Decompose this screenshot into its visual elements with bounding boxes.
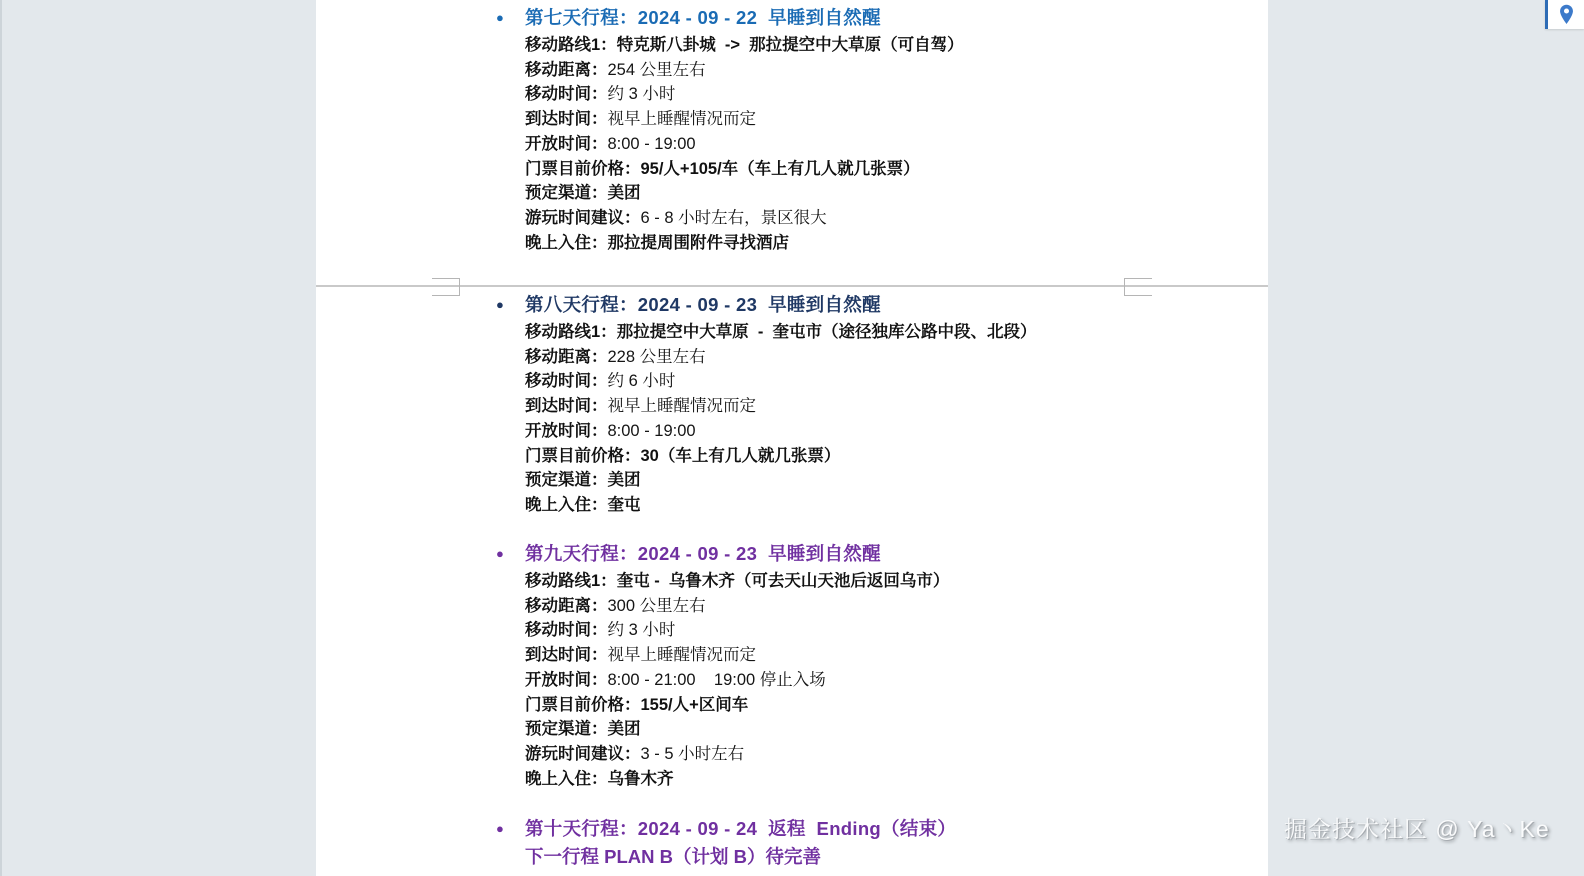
line-value: 视早上睡醒情况而定 bbox=[607, 110, 756, 129]
line-value: 那拉提周围附件寻找酒店 bbox=[607, 233, 789, 252]
itinerary-line bbox=[525, 693, 1268, 718]
day-subtitle: 下一行程 PLAN B（计划 B）待完善 bbox=[525, 846, 822, 867]
itinerary-line bbox=[525, 33, 1268, 58]
day-heading bbox=[316, 816, 1268, 844]
day-section-day10 bbox=[316, 816, 1268, 870]
line-value: 6 - 8 小时左右，景区很大 bbox=[640, 208, 827, 227]
line-label: 门票目前价格： bbox=[525, 446, 641, 465]
document-page bbox=[316, 0, 1268, 876]
line-label: 开放时间： bbox=[525, 134, 608, 153]
day-heading bbox=[316, 292, 1268, 320]
itinerary-line bbox=[525, 618, 1268, 643]
itinerary-line bbox=[525, 320, 1268, 345]
window-left-edge bbox=[0, 0, 2, 876]
line-label: 移动距离： bbox=[525, 347, 608, 366]
line-value: 254 公里左右 bbox=[607, 60, 706, 79]
day-title: 第十天行程：2024 - 09 - 24 返程 Ending（结束） bbox=[525, 818, 957, 839]
line-label: 晚上入住： bbox=[525, 233, 608, 252]
day-lines bbox=[316, 569, 1268, 791]
day-heading bbox=[316, 541, 1268, 569]
line-value: 约 3 小时 bbox=[607, 85, 676, 104]
line-value: 155/人+区间车 bbox=[640, 695, 749, 714]
line-label: 移动路线1： bbox=[525, 36, 617, 54]
itinerary-line bbox=[525, 206, 1268, 231]
itinerary-line bbox=[525, 345, 1268, 370]
line-value: 8:00 - 19:00 bbox=[607, 134, 696, 153]
line-label: 移动距离： bbox=[525, 596, 608, 615]
line-label: 游玩时间建议： bbox=[525, 744, 641, 763]
day-section-day7 bbox=[316, 5, 1268, 255]
line-label: 移动路线1： bbox=[525, 572, 617, 590]
bullet-icon: ● bbox=[496, 10, 504, 25]
line-label: 移动时间： bbox=[525, 621, 608, 640]
line-label: 开放时间： bbox=[525, 421, 608, 440]
line-value: 8:00 - 21:00 19:00 停止入场 bbox=[607, 670, 826, 689]
map-pin-button[interactable] bbox=[1545, 0, 1584, 29]
line-value: 8:00 - 19:00 bbox=[607, 421, 696, 440]
itinerary-line bbox=[525, 643, 1268, 668]
itinerary-line bbox=[525, 369, 1268, 394]
line-value: 95/人+105/车（车上有几人就几张票） bbox=[640, 159, 920, 178]
line-label: 到达时间： bbox=[525, 646, 608, 665]
line-label: 预定渠道： bbox=[525, 184, 608, 203]
line-value: 视早上睡醒情况而定 bbox=[607, 397, 756, 416]
itinerary-line bbox=[525, 82, 1268, 107]
itinerary-line bbox=[525, 157, 1268, 182]
line-value: 约 6 小时 bbox=[607, 372, 676, 391]
itinerary-line bbox=[525, 132, 1268, 157]
line-value: 3 - 5 小时左右 bbox=[640, 744, 745, 763]
line-value: 约 3 小时 bbox=[607, 621, 676, 640]
line-value: 视早上睡醒情况而定 bbox=[607, 646, 756, 665]
itinerary-line bbox=[525, 419, 1268, 444]
line-label: 预定渠道： bbox=[525, 471, 608, 490]
day-section-day9 bbox=[316, 541, 1268, 791]
day-section-day8 bbox=[316, 292, 1268, 518]
itinerary-line bbox=[525, 394, 1268, 419]
line-value: 特克斯八卦城 -> 那拉提空中大草原（可自驾） bbox=[616, 36, 964, 54]
day-title: 第七天行程：2024 - 09 - 22 早睡到自然醒 bbox=[525, 7, 881, 28]
day-heading bbox=[316, 5, 1268, 33]
line-value: 美团 bbox=[607, 184, 641, 203]
line-label: 移动时间： bbox=[525, 85, 608, 104]
itinerary-line bbox=[525, 569, 1268, 594]
line-value: 奎屯 - 乌鲁木齐（可去天山天池后返回乌市） bbox=[616, 572, 950, 590]
line-label: 预定渠道： bbox=[525, 720, 608, 739]
line-label: 门票目前价格： bbox=[525, 159, 641, 178]
itinerary-line bbox=[525, 231, 1268, 256]
itinerary-line bbox=[525, 493, 1268, 518]
line-value: 30（车上有几人就几张票） bbox=[640, 446, 841, 465]
line-value: 乌鲁木齐 bbox=[607, 769, 674, 788]
line-label: 移动时间： bbox=[525, 372, 608, 391]
itinerary-line bbox=[525, 444, 1268, 469]
line-label: 游玩时间建议： bbox=[525, 208, 641, 227]
line-value: 228 公里左右 bbox=[607, 347, 706, 366]
line-value: 美团 bbox=[607, 471, 641, 490]
itinerary-line bbox=[525, 107, 1268, 132]
day-title: 第八天行程：2024 - 09 - 23 早睡到自然醒 bbox=[525, 294, 881, 315]
line-label: 移动距离： bbox=[525, 60, 608, 79]
itinerary-line bbox=[525, 468, 1268, 493]
line-label: 门票目前价格： bbox=[525, 695, 641, 714]
line-label: 开放时间： bbox=[525, 670, 608, 689]
bullet-icon: ● bbox=[496, 821, 504, 836]
line-value: 美团 bbox=[607, 720, 641, 739]
itinerary-line bbox=[525, 717, 1268, 742]
line-label: 移动路线1： bbox=[525, 323, 617, 341]
line-label: 到达时间： bbox=[525, 397, 608, 416]
day-title: 第九天行程：2024 - 09 - 23 早睡到自然醒 bbox=[525, 543, 881, 564]
itinerary-line bbox=[525, 668, 1268, 693]
itinerary-line bbox=[525, 594, 1268, 619]
line-label: 到达时间： bbox=[525, 110, 608, 129]
bullet-icon: ● bbox=[496, 546, 504, 561]
itinerary-line bbox=[525, 767, 1268, 792]
line-value: 那拉提空中大草原 - 奎屯市（途径独库公路中段、北段） bbox=[616, 323, 1037, 341]
bullet-icon: ● bbox=[496, 297, 504, 312]
line-label: 晚上入住： bbox=[525, 769, 608, 788]
line-value: 奎屯 bbox=[607, 495, 641, 514]
watermark: 掘金技术社区 @ Ya丶Ke bbox=[1284, 816, 1550, 842]
day-lines bbox=[316, 33, 1268, 255]
line-label: 晚上入住： bbox=[525, 495, 608, 514]
line-value: 300 公里左右 bbox=[607, 596, 706, 615]
day-lines bbox=[316, 320, 1268, 518]
itinerary-line bbox=[525, 742, 1268, 767]
itinerary-line bbox=[525, 181, 1268, 206]
map-pin-icon bbox=[1558, 4, 1575, 25]
itinerary-line bbox=[525, 58, 1268, 83]
